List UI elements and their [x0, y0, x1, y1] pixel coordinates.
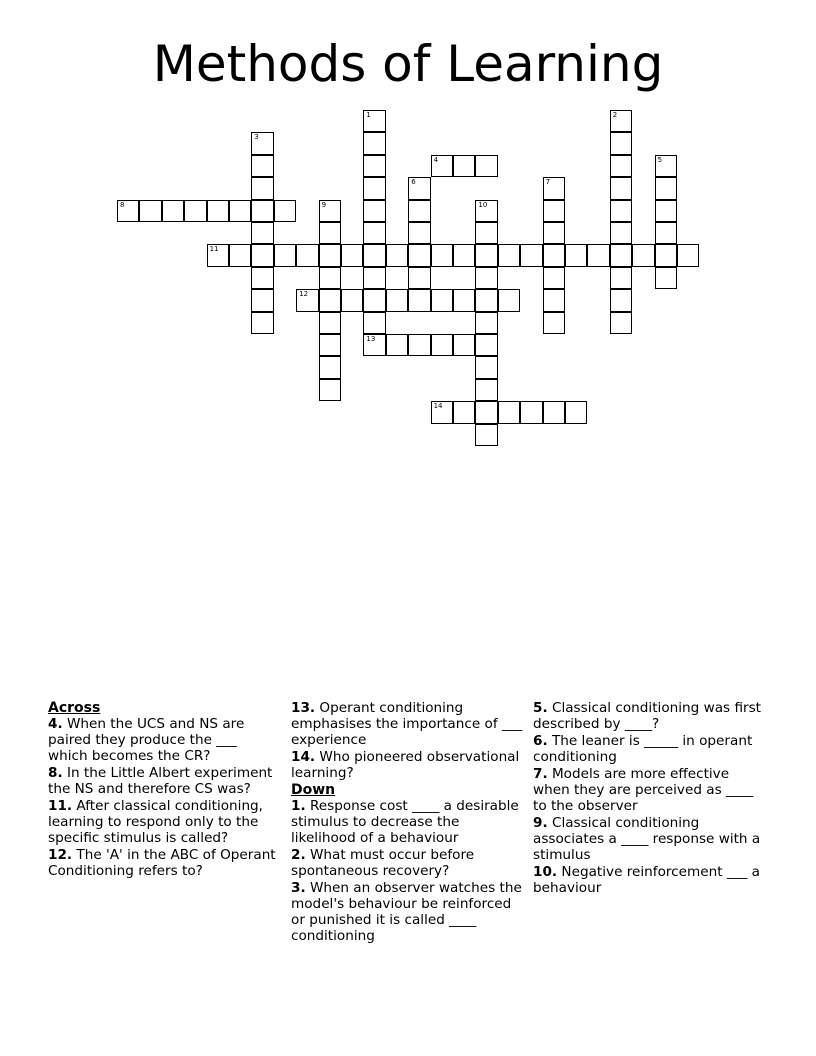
cell-number: 8: [120, 200, 125, 209]
grid-cell[interactable]: [677, 244, 699, 266]
grid-cell[interactable]: [363, 289, 385, 311]
grid-cell[interactable]: [498, 401, 520, 423]
grid-cell[interactable]: [565, 244, 587, 266]
clue-down-10: [533, 864, 765, 896]
clue-number: 12.: [48, 847, 73, 863]
crossword-grid: [0, 0, 816, 460]
grid-cell[interactable]: [543, 222, 565, 244]
clue-number: 7.: [533, 766, 548, 782]
grid-cell[interactable]: [610, 289, 632, 311]
grid-cell[interactable]: [475, 424, 497, 446]
grid-cell[interactable]: [251, 222, 273, 244]
grid-cell[interactable]: [431, 289, 453, 311]
grid-cell[interactable]: [296, 244, 318, 266]
clue-down-5: [533, 700, 765, 732]
grid-cell[interactable]: [386, 334, 408, 356]
grid-cell[interactable]: [610, 155, 632, 177]
clue-down-1: [291, 798, 523, 846]
grid-cell[interactable]: [139, 200, 161, 222]
grid-cell[interactable]: [520, 401, 542, 423]
grid-cell[interactable]: [453, 155, 475, 177]
cell-number: 14: [433, 402, 443, 411]
grid-cell[interactable]: [475, 244, 497, 266]
grid-cell[interactable]: [543, 289, 565, 311]
grid-cell[interactable]: [207, 244, 229, 266]
grid-cell[interactable]: [319, 200, 341, 222]
grid-cell[interactable]: [453, 244, 475, 266]
grid-cell[interactable]: [475, 289, 497, 311]
grid-cell[interactable]: [341, 244, 363, 266]
clue-number: 14.: [291, 749, 316, 765]
grid-cell[interactable]: [117, 200, 139, 222]
cell-number: 6: [411, 178, 416, 187]
clue-down-2: [291, 847, 523, 879]
grid-cell[interactable]: [431, 155, 453, 177]
grid-cell[interactable]: [408, 200, 430, 222]
grid-cell[interactable]: [319, 267, 341, 289]
grid-cell[interactable]: [251, 267, 273, 289]
grid-cell[interactable]: [543, 401, 565, 423]
clue-across-4: [48, 716, 280, 764]
clue-number: 1.: [291, 798, 306, 814]
grid-cell[interactable]: [363, 177, 385, 199]
grid-cell[interactable]: [296, 289, 318, 311]
grid-cell[interactable]: [408, 334, 430, 356]
cell-number: 1: [366, 111, 371, 119]
grid-cell[interactable]: [408, 244, 430, 266]
grid-cell[interactable]: [363, 155, 385, 177]
grid-cell[interactable]: [565, 401, 587, 423]
grid-cell[interactable]: [319, 356, 341, 378]
grid-cell[interactable]: [274, 200, 296, 222]
grid-cell[interactable]: [363, 200, 385, 222]
grid-cell[interactable]: [319, 379, 341, 401]
grid-cell[interactable]: [386, 289, 408, 311]
grid-cell[interactable]: [475, 401, 497, 423]
clue-across-11: [48, 798, 280, 846]
grid-cell[interactable]: [475, 267, 497, 289]
grid-cell[interactable]: [431, 401, 453, 423]
cell-number: 10: [478, 200, 488, 209]
grid-cell[interactable]: [655, 244, 677, 266]
grid-cell[interactable]: [475, 312, 497, 334]
grid-cell[interactable]: [610, 177, 632, 199]
grid-cell[interactable]: [408, 289, 430, 311]
grid-cell[interactable]: [363, 334, 385, 356]
grid-cell[interactable]: [543, 267, 565, 289]
clue-across-8: [48, 765, 280, 797]
grid-cell[interactable]: [498, 244, 520, 266]
cell-number: 12: [299, 290, 309, 299]
grid-cell[interactable]: [543, 312, 565, 334]
grid-cell[interactable]: [319, 334, 341, 356]
grid-cell[interactable]: [475, 356, 497, 378]
clue-text: When an observer watches the model's behaviour be reinforced or punished it is called ____ conditioning: [291, 880, 522, 944]
grid-cell[interactable]: [520, 244, 542, 266]
clue-down-6: [533, 733, 765, 765]
clue-list: [48, 700, 778, 960]
clue-number: 4.: [48, 716, 63, 732]
clue-number: 3.: [291, 880, 306, 896]
grid-cell[interactable]: [543, 244, 565, 266]
grid-cell[interactable]: [363, 267, 385, 289]
clue-number: 8.: [48, 765, 63, 781]
across-heading: Across: [48, 700, 101, 716]
clue-text: When the UCS and NS are paired they produce the ___ which becomes the CR?: [48, 716, 245, 764]
grid-cell[interactable]: [453, 401, 475, 423]
clue-column-3: [533, 700, 765, 897]
page-title: Methods of Learning: [152, 35, 664, 93]
cell-number: 2: [612, 111, 618, 119]
grid-cell[interactable]: [229, 200, 251, 222]
grid-cell[interactable]: [587, 244, 609, 266]
grid-cell[interactable]: [475, 334, 497, 356]
clue-number: 10.: [533, 864, 558, 880]
clue-across-13: [291, 700, 523, 748]
grid-cell[interactable]: [251, 289, 273, 311]
clue-text: Classical conditioning was first described by ____?: [533, 700, 762, 732]
grid-cell[interactable]: [498, 289, 520, 311]
clue-number: 6.: [533, 733, 548, 749]
grid-cell[interactable]: [655, 200, 677, 222]
grid-cell[interactable]: [363, 222, 385, 244]
clue-column-2: [291, 700, 523, 945]
clue-across-14: [291, 749, 523, 781]
cell-number: 3: [254, 133, 259, 142]
grid-cell[interactable]: [363, 132, 385, 154]
grid-cell[interactable]: [453, 334, 475, 356]
cell-number: 13: [366, 335, 376, 343]
down-heading: Down: [291, 782, 336, 798]
grid-cell[interactable]: [319, 244, 341, 266]
clue-text: After classical conditioning, learning to respond only to the specific stimulus is called?: [48, 798, 264, 846]
grid-cell[interactable]: [319, 312, 341, 334]
cell-number: 11: [209, 245, 219, 254]
clue-down-7: [533, 766, 765, 814]
grid-cell[interactable]: [251, 244, 273, 266]
clue-number: 9.: [533, 815, 548, 831]
grid-cell[interactable]: [543, 200, 565, 222]
cell-number: 5: [657, 155, 663, 164]
grid-cell[interactable]: [386, 244, 408, 266]
grid-cell[interactable]: [610, 222, 632, 244]
grid-cell[interactable]: [274, 244, 296, 266]
grid-cell[interactable]: [453, 289, 475, 311]
grid-cell[interactable]: [408, 267, 430, 289]
cell-number: 4: [433, 155, 439, 164]
grid-cell[interactable]: [431, 244, 453, 266]
grid-cell[interactable]: [610, 244, 632, 266]
grid-cell[interactable]: [251, 312, 273, 334]
clue-number: 2.: [291, 847, 306, 863]
grid-cell[interactable]: [475, 155, 497, 177]
clue-text: The 'A' in the ABC of Operant Conditioning refers to?: [48, 847, 276, 879]
clue-text: Who pioneered observational learning?: [291, 749, 520, 781]
clue-text: The leaner is _____ in operant conditioning: [533, 733, 753, 765]
grid-cell[interactable]: [610, 267, 632, 289]
grid-cell[interactable]: [319, 289, 341, 311]
grid-cell[interactable]: [610, 132, 632, 154]
grid-cell[interactable]: [251, 200, 273, 222]
grid-cell[interactable]: [363, 110, 385, 132]
grid-cell[interactable]: [251, 155, 273, 177]
clue-down-9: [533, 815, 765, 863]
cell-number: 7: [545, 178, 551, 187]
grid-cell[interactable]: [475, 200, 497, 222]
clue-across-12: [48, 847, 280, 879]
grid-cell[interactable]: [319, 222, 341, 244]
grid-cell[interactable]: [162, 200, 184, 222]
grid-cell[interactable]: [184, 200, 206, 222]
grid-cell[interactable]: [655, 155, 677, 177]
grid-cell[interactable]: [475, 379, 497, 401]
clue-text: Classical conditioning associates a ____ response with a stimulus: [533, 815, 761, 863]
clue-text: Response cost ____ a desirable stimulus to decrease the likelihood of a behaviour: [291, 798, 519, 846]
clue-number: 11.: [48, 798, 73, 814]
clue-text: Models are more effective when they are perceived as ____ to the observer: [533, 766, 754, 814]
grid-cell[interactable]: [251, 132, 273, 154]
grid-cell[interactable]: [229, 244, 251, 266]
grid-cell[interactable]: [543, 177, 565, 199]
grid-cell[interactable]: [341, 289, 363, 311]
clue-column-1: [48, 700, 280, 880]
clue-text: In the Little Albert experiment the NS and therefore CS was?: [48, 765, 273, 797]
grid-cell[interactable]: [363, 244, 385, 266]
grid-cell[interactable]: [408, 177, 430, 199]
clue-text: Negative reinforcement ___ a behaviour: [533, 864, 760, 896]
grid-cell[interactable]: [610, 110, 632, 132]
grid-cell[interactable]: [610, 312, 632, 334]
clue-number: 5.: [533, 700, 548, 716]
grid-cell[interactable]: [431, 334, 453, 356]
clue-text: What must occur before spontaneous recovery?: [291, 847, 475, 879]
grid-cell[interactable]: [251, 177, 273, 199]
grid-cell[interactable]: [408, 222, 430, 244]
grid-cell[interactable]: [610, 200, 632, 222]
grid-cell[interactable]: [207, 200, 229, 222]
cell-number: 9: [321, 200, 327, 209]
clue-number: 13.: [291, 700, 316, 716]
grid-cell[interactable]: [655, 267, 677, 289]
clue-text: Operant conditioning emphasises the importance of ___ experience: [291, 700, 523, 748]
clue-down-3: [291, 880, 523, 944]
grid-cell[interactable]: [655, 177, 677, 199]
grid-cell[interactable]: [363, 312, 385, 334]
grid-cell[interactable]: [632, 244, 654, 266]
grid-cell[interactable]: [655, 222, 677, 244]
grid-cell[interactable]: [475, 222, 497, 244]
